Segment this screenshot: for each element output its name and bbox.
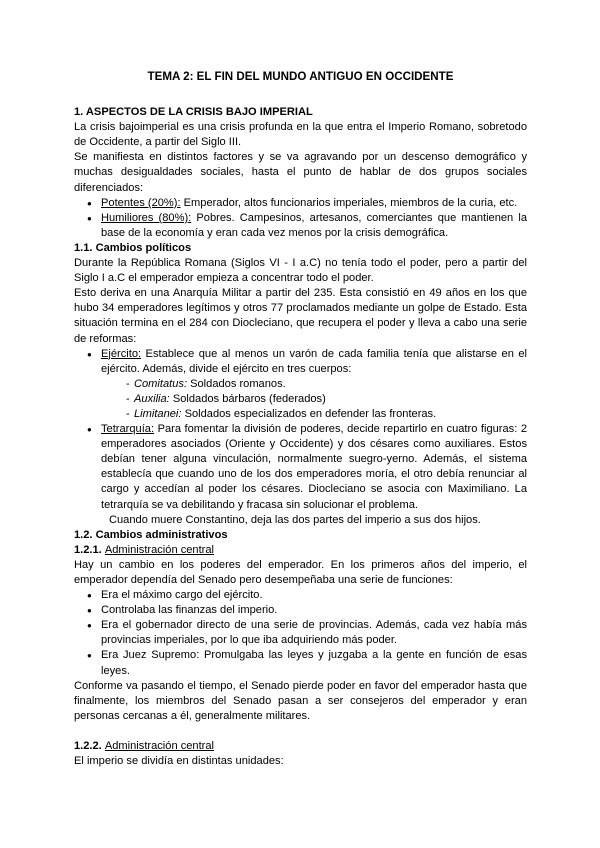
subsection-heading: 1.2. Cambios administrativos	[74, 528, 228, 541]
bullet-label: Potentes (20%):	[101, 196, 181, 209]
bullet-label: Tetrarquía:	[101, 423, 155, 436]
corps-name: Auxilia:	[134, 392, 170, 405]
sub-list-item: - Limitanei: Soldados especializados en defender las fronteras.	[126, 407, 437, 420]
bullet-item	[74, 347, 527, 377]
bullet-text: Emperador, altos funcionarios imperiales, miembros de la curia, etc.	[180, 196, 518, 209]
paragraph: Durante la República Romana (Siglos VI - I a.C) no tenía todo el poder, pero a partir del Siglo I a.C el emperador empieza a concentrar todo el poder.	[74, 257, 527, 285]
bullet-text: Establece que al menos un varón de cada familia tenía que alistarse en el ejército. Además, divide el ejército en tres cuerpos:	[101, 347, 527, 375]
bullet-item: ● Era el máximo cargo del ejército.	[74, 588, 527, 603]
heading-number: 1.2.1.	[74, 543, 102, 556]
subsubsection-heading	[74, 543, 527, 558]
corps-desc: Soldados especializados en defender las fronteras.	[181, 407, 437, 420]
paragraph: El imperio se dividía en distintas unidades:	[74, 755, 284, 768]
bullet-item	[74, 196, 527, 211]
paragraph: Cuando muere Constantino, deja las dos partes del imperio a sus dos hijos.	[109, 513, 481, 526]
sub-list-item: - Auxilia: Soldados bárbaros (federados)	[126, 392, 326, 405]
corps-desc: Soldados bárbaros (federados)	[169, 392, 326, 405]
bullet-label: Humiliores (80%):	[101, 211, 192, 224]
paragraph: Hay un cambio en los poderes del emperador. En los primeros años del imperio, el emperador dependía del Senado pero desempeñaba una serie de funciones:	[74, 558, 527, 586]
heading-title: Administración central	[104, 739, 214, 752]
paragraph: Conforme va pasando el tiempo, el Senado pierde poder en favor del emperador hasta que finalmente, los miembros del Senado pasan a ser consejeros del emperador y eran personas cercanas a él, generalmente militares.	[74, 679, 527, 722]
sub-list-item: - Comitatus: Soldados romanos.	[126, 377, 286, 390]
spacer	[74, 724, 527, 739]
bullet-label: Ejército:	[101, 347, 142, 360]
bullet-text: Pobres. Campesinos, artesanos, comerciantes que mantienen la base de la economía y eran cada vez menos por la crisis demográfica.	[101, 211, 528, 239]
bullet-item	[74, 211, 527, 241]
section-heading: 1. ASPECTOS DE LA CRISIS BAJO IMPERIAL	[74, 106, 313, 119]
document-title: TEMA 2: EL FIN DEL MUNDO ANTIGUO EN OCCIDENTE	[147, 70, 454, 83]
subsubsection-heading	[74, 739, 527, 754]
corps-desc: Soldados romanos.	[187, 377, 286, 390]
bullet-item: ● Era el gobernador directo de una serie de provincias. Además, cada vez había más provincias imperiales, por lo que iba adquiriendo más poder.	[74, 618, 527, 648]
bullet-item	[74, 422, 527, 513]
paragraph: Se manifiesta en distintos factores y se va agravando por un descenso demográfico y muchas desigualdades sociales, hasta el punto de hablar de dos grupos sociales diferenciados:	[74, 151, 527, 194]
subsection-heading: 1.1. Cambios políticos	[74, 241, 192, 254]
bullet-text: Para fomentar la división de poderes, decide repartirlo en cuatro figuras: 2 emperadores asociados (Oriente y Occidente) y dos césares como auxiliares. Estos debían tener alguna vinculación, normalmente suegro-yerno. Además, el sistema establecía que cuando uno de los dos emperadores moría, el otro debía renunciar al cargo y accedían al poder los césares. Diocleciano se asocia con Maximiliano. La tetrarquía se va debilitando y fracasa sin solucionar el problema.	[101, 423, 527, 511]
document-body	[74, 67, 527, 769]
corps-name: Comitatus:	[134, 377, 188, 390]
corps-name: Limitanei:	[134, 407, 182, 420]
bullet-item: ● Era Juez Supremo: Promulgaba las leyes y juzgaba a la gente en función de esas leyes.	[74, 648, 527, 678]
paragraph: Esto deriva en una Anarquía Militar a partir del 235. Esta consistió en 49 años en los que hubo 34 emperadores legítimos y otros 77 proclamados mediante un golpe de Estado. Esta situación termina en el 284 con Diocleciano, que recupera el poder y lleva a cabo una serie de reformas:	[74, 287, 527, 345]
paragraph: La crisis bajoimperial es una crisis profunda en la que entra el Imperio Romano, sobretodo de Occidente, a partir del Siglo III.	[74, 121, 527, 149]
heading-number: 1.2.2.	[74, 739, 102, 752]
bullet-item: ● Controlaba las finanzas del imperio.	[74, 603, 527, 618]
heading-title: Administración central	[104, 543, 214, 556]
